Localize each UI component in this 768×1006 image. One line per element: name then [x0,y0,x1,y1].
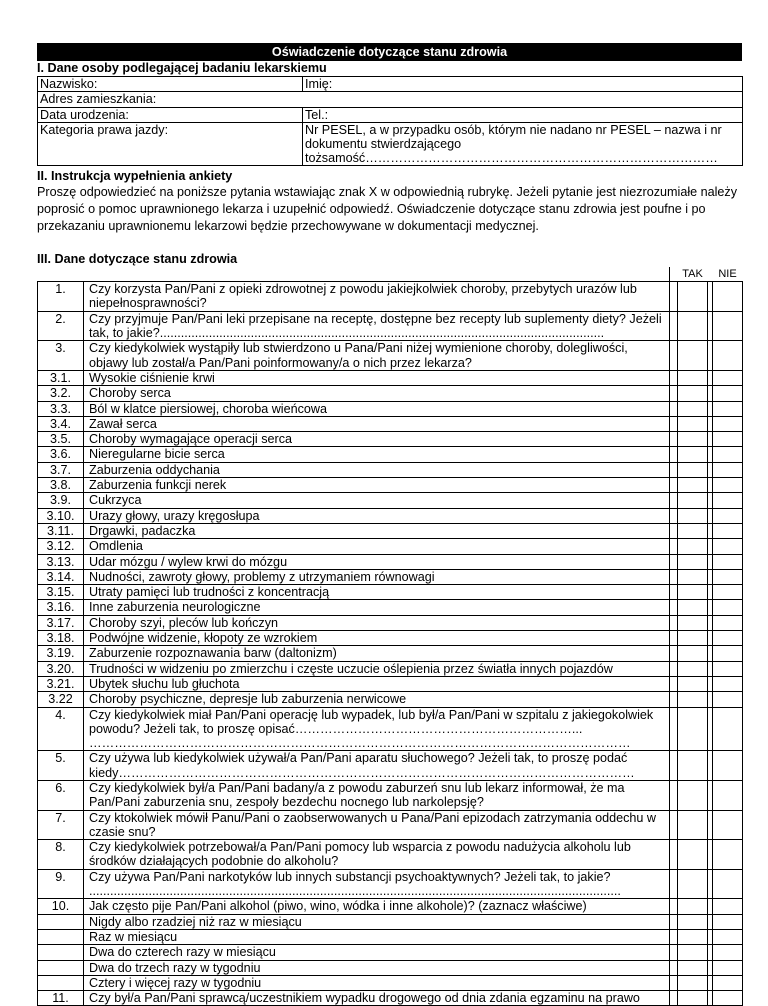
answer-yes-checkbox[interactable] [678,370,708,385]
answer-yes-checkbox[interactable] [678,341,708,371]
section1-title: I. Dane osoby podlegającej badaniu lekarskiemu [37,61,327,75]
question-row [38,493,743,508]
question-row [38,751,743,781]
question-row [38,991,743,1006]
question-number: 7. [38,810,84,840]
question-number: 3.9. [38,493,84,508]
question-number: 3.13. [38,554,84,569]
question-row [38,282,743,312]
answer-yes-checkbox[interactable] [678,810,708,840]
answer-yes-checkbox[interactable] [678,780,708,810]
question-number: 3.8. [38,478,84,493]
answer-yes-checkbox[interactable] [678,929,708,944]
question-number [38,945,84,960]
question-number [38,914,84,929]
health-declaration-form [37,43,742,1006]
phone-field[interactable]: Tel.: [303,107,743,122]
answer-yes-checkbox[interactable] [678,631,708,646]
answer-no-checkbox[interactable] [713,661,743,676]
question-number: 5. [38,751,84,781]
question-row [38,569,743,584]
birthdate-field[interactable]: Data urodzenia: [38,107,303,122]
col-header-yes: TAK [682,267,703,280]
question-row [38,539,743,554]
option-row [38,960,743,975]
question-number [38,929,84,944]
answer-yes-checkbox[interactable] [678,914,708,929]
question-row [38,899,743,914]
answer-yes-checkbox[interactable] [678,447,708,462]
question-text: Choroby wymagające operacji serca [84,432,670,447]
answer-no-checkbox[interactable] [713,945,743,960]
question-text: Czy korzysta Pan/Pani z opieki zdrowotnej z powodu jakiejkolwiek choroby, przebytych urazów lub niepełnosprawności? [84,282,670,312]
question-row [38,447,743,462]
answer-yes-checkbox[interactable] [678,975,708,990]
question-text: Cztery i więcej razy w tygodniu [84,975,670,990]
question-number: 3. [38,341,84,371]
answer-no-checkbox[interactable] [713,432,743,447]
firstname-field[interactable]: Imię: [303,77,743,92]
question-text: Czy kiedykolwiek był/a Pan/Pani badany/a z powodu zaburzeń snu lub lekarz informował, że ma Pan/Pani zaburzenia snu, zespoły bezdechu nocnego lub narkolepsję? [84,780,670,810]
question-number: 3.21. [38,676,84,691]
answer-yes-checkbox[interactable] [678,282,708,312]
answer-yes-checkbox[interactable] [678,585,708,600]
question-number: 3.10. [38,508,84,523]
answer-yes-checkbox[interactable] [678,493,708,508]
question-text: Czy kiedykolwiek potrzebował/a Pan/Pani pomocy lub wsparcia z powodu nadużycia alkoholu lub środków działających podobnie do alkoholu? [84,840,670,870]
question-number: 3.7. [38,462,84,477]
question-number: 3.20. [38,661,84,676]
question-text: Choroby serca [84,386,670,401]
question-row [38,661,743,676]
col-header-no: NIE [718,267,737,280]
question-text: Choroby szyi, pleców lub kończyn [84,615,670,630]
question-text: Czy używa lub kiedykolwiek używał/a Pan/Pani aparatu słuchowego? Jeżeli tak, to proszę podać kiedy…………………………………………………………………………………………………………… [84,751,670,781]
question-text: Podwójne widzenie, kłopoty ze wzrokiem [84,631,670,646]
question-number: 3.18. [38,631,84,646]
question-text: Czy przyjmuje Pan/Pani leki przepisane na receptę, dostępne bez recepty lub suplementy diety? Jeżeli tak, to jakie?............................................................................................................................... [84,311,670,341]
question-number: 3.16. [38,600,84,615]
question-row [38,401,743,416]
answer-no-checkbox[interactable] [713,282,743,312]
answer-no-checkbox[interactable] [713,311,743,341]
question-text: Nudności, zawroty głowy, problemy z utrzymaniem równowagi [84,569,670,584]
question-text: Zawał serca [84,416,670,431]
question-text: Ubytek słuchu lub głuchota [84,676,670,691]
question-row [38,370,743,385]
answer-no-checkbox[interactable] [713,692,743,707]
answer-no-checkbox[interactable] [713,341,743,371]
answer-no-checkbox[interactable] [713,569,743,584]
answer-no-checkbox[interactable] [713,646,743,661]
question-row [38,692,743,707]
question-text: Zaburzenie rozpoznawania barw (daltonizm) [84,646,670,661]
answer-yes-checkbox[interactable] [678,960,708,975]
answer-yes-checkbox[interactable] [678,646,708,661]
question-row [38,416,743,431]
answer-yes-checkbox[interactable] [678,945,708,960]
question-number: 3.4. [38,416,84,431]
question-text: Ból w klatce piersiowej, choroba wieńcowa [84,401,670,416]
question-number: 8. [38,840,84,870]
answer-no-checkbox[interactable] [713,585,743,600]
section3-title: III. Dane dotyczące stanu zdrowia [37,251,238,266]
question-text: Jak często pije Pan/Pani alkohol (piwo, wino, wódka i inne alkohole)? (zaznacz właściwe) [84,899,670,914]
answer-yes-checkbox[interactable] [678,600,708,615]
question-number: 3.14. [38,569,84,584]
question-text: Cukrzyca [84,493,670,508]
question-row [38,432,743,447]
question-row [38,341,743,371]
section2-title: II. Instrukcja wypełnienia ankiety [37,168,233,183]
answer-no-checkbox[interactable] [713,751,743,781]
answer-no-checkbox[interactable] [713,914,743,929]
answer-yes-checkbox[interactable] [678,386,708,401]
question-number: 6. [38,780,84,810]
question-row [38,810,743,840]
answer-no-checkbox[interactable] [713,523,743,538]
question-text: Inne zaburzenia neurologiczne [84,600,670,615]
question-text: Czy ktokolwiek mówił Panu/Pani o zaobserwowanych u Pana/Pani epizodach zatrzymania oddechu w czasie snu? [84,810,670,840]
answer-no-checkbox[interactable] [713,386,743,401]
answer-no-checkbox[interactable] [713,462,743,477]
question-text: Choroby psychiczne, depresje lub zaburzenia nerwicowe [84,692,670,707]
question-text: Zaburzenia funkcji nerek [84,478,670,493]
question-number: 3.6. [38,447,84,462]
answer-no-checkbox[interactable] [713,840,743,870]
answer-no-checkbox[interactable] [713,416,743,431]
question-number: 3.12. [38,539,84,554]
address-field[interactable]: Adres zamieszkania: [38,92,743,107]
answer-yes-checkbox[interactable] [678,311,708,341]
answer-no-checkbox[interactable] [713,493,743,508]
answer-no-checkbox[interactable] [713,631,743,646]
answer-no-checkbox[interactable] [713,401,743,416]
question-number: 10. [38,899,84,914]
question-number: 1. [38,282,84,312]
answer-no-checkbox[interactable] [713,600,743,615]
answer-no-checkbox[interactable] [713,508,743,523]
question-text: Raz w miesiącu [84,929,670,944]
question-number: 3.15. [38,585,84,600]
answer-no-checkbox[interactable] [713,478,743,493]
question-text: Nieregularne bicie serca [84,447,670,462]
answer-yes-checkbox[interactable] [678,661,708,676]
question-number: 3.5. [38,432,84,447]
instructions-text: Proszę odpowiedzieć na poniższe pytania wstawiając znak X w odpowiednią rubrykę. Jeżeli pytanie jest niezrozumiałe należy poprosić o pomoc uprawnionego lekarza i uzupełnić odpowiedź. Oświadczenie dotyczące stanu zdrowia jest poufne i po przekazaniu uprawnionemu lekarzowi będzie przechowywane w dokumentacji medycznej. [37,184,738,233]
answer-yes-checkbox[interactable] [678,751,708,781]
answer-yes-checkbox[interactable] [678,432,708,447]
question-row [38,386,743,401]
question-row [38,462,743,477]
question-number: 9. [38,869,84,899]
question-row [38,676,743,691]
question-number: 3.22 [38,692,84,707]
question-text: Czy kiedykolwiek wystąpiły lub stwierdzono u Pana/Pani niżej wymienione choroby, dolegliwości, objawy lub został/a Pan/Pani poinformowany/a o nich przez lekarza? [84,341,670,371]
option-row [38,929,743,944]
question-text: Czy używa Pan/Pani narkotyków lub innych substancji psychoaktywnych? Jeżeli tak, to jakie? ........................................................................................................................................................ [84,869,670,899]
question-text: Wysokie ciśnienie krwi [84,370,670,385]
answer-no-checkbox[interactable] [713,960,743,975]
answer-yes-checkbox[interactable] [678,869,708,899]
question-row [38,478,743,493]
answer-no-checkbox[interactable] [713,615,743,630]
question-text: Dwa do czterech razy w miesiącu [84,945,670,960]
license-category-field[interactable]: Kategoria prawa jazdy: [38,122,303,165]
question-row [38,523,743,538]
question-text: Trudności w widzeniu po zmierzchu i częste uczucie oślepienia przez światła innych pojazdów [84,661,670,676]
question-text: Omdlenia [84,539,670,554]
health-questions-table [37,267,743,1006]
answer-no-checkbox[interactable] [713,991,743,1006]
question-row [38,554,743,569]
answer-no-checkbox[interactable] [713,539,743,554]
answer-yes-checkbox[interactable] [678,569,708,584]
answer-yes-checkbox[interactable] [678,554,708,569]
question-text: Udar mózgu / wylew krwi do mózgu [84,554,670,569]
question-row [38,585,743,600]
answer-yes-checkbox[interactable] [678,991,708,1006]
personal-data-table [37,76,743,166]
answer-yes-checkbox[interactable] [678,508,708,523]
question-number: 3.3. [38,401,84,416]
answer-no-checkbox[interactable] [713,780,743,810]
question-text: Nigdy albo rzadziej niż raz w miesiącu [84,914,670,929]
option-row [38,975,743,990]
answer-no-checkbox[interactable] [713,810,743,840]
question-number: 3.2. [38,386,84,401]
answer-yes-checkbox[interactable] [678,478,708,493]
question-number: 3.1. [38,370,84,385]
answer-no-checkbox[interactable] [713,554,743,569]
question-row [38,840,743,870]
question-number [38,960,84,975]
question-row [38,707,743,751]
question-row [38,508,743,523]
question-number [38,975,84,990]
answer-no-checkbox[interactable] [713,929,743,944]
answer-yes-checkbox[interactable] [678,539,708,554]
answer-yes-checkbox[interactable] [678,615,708,630]
question-row [38,631,743,646]
question-row [38,646,743,661]
answer-yes-checkbox[interactable] [678,523,708,538]
answer-yes-checkbox[interactable] [678,401,708,416]
question-number: 11. [38,991,84,1006]
question-text: Zaburzenia oddychania [84,462,670,477]
question-number: 2. [38,311,84,341]
answer-yes-checkbox[interactable] [678,462,708,477]
question-number: 4. [38,707,84,751]
question-text: Czy był/a Pan/Pani sprawcą/uczestnikiem wypadku drogowego od dnia zdania egzaminu na prawo [84,991,670,1006]
answer-no-checkbox[interactable] [713,707,743,751]
answer-yes-checkbox[interactable] [678,707,708,751]
answer-no-checkbox[interactable] [713,370,743,385]
question-text: Utraty pamięci lub trudności z koncentracją [84,585,670,600]
question-text: Czy kiedykolwiek miał Pan/Pani operację lub wypadek, lub był/a Pan/Pani w szpitalu z jakiegokolwiek powodu? Jeżeli tak, to proszę opisać…………………………………………………………... ………………………………………………………………………………………………………………… [84,707,670,751]
option-row [38,914,743,929]
answer-no-checkbox[interactable] [713,676,743,691]
answer-yes-checkbox[interactable] [678,692,708,707]
question-text: Dwa do trzech razy w tygodniu [84,960,670,975]
question-row [38,615,743,630]
question-row [38,780,743,810]
question-text: Urazy głowy, urazy kręgosłupa [84,508,670,523]
answer-no-checkbox[interactable] [713,975,743,990]
question-number: 3.17. [38,615,84,630]
question-number: 3.19. [38,646,84,661]
answer-no-checkbox[interactable] [713,447,743,462]
answer-yes-checkbox[interactable] [678,840,708,870]
question-text: Drgawki, padaczka [84,523,670,538]
question-row [38,311,743,341]
question-row [38,869,743,899]
form-title: Oświadczenie dotyczące stanu zdrowia [37,43,742,61]
answer-yes-checkbox[interactable] [678,416,708,431]
pesel-field[interactable]: Nr PESEL, a w przypadku osób, którym nie nadano nr PESEL – nazwa i nr dokumentu stwierdzającego tożsamość………………………………………………………………………… [303,122,743,165]
option-row [38,945,743,960]
question-row [38,600,743,615]
answer-no-checkbox[interactable] [713,869,743,899]
question-number: 3.11. [38,523,84,538]
surname-field[interactable]: Nazwisko: [38,77,303,92]
answer-yes-checkbox[interactable] [678,676,708,691]
